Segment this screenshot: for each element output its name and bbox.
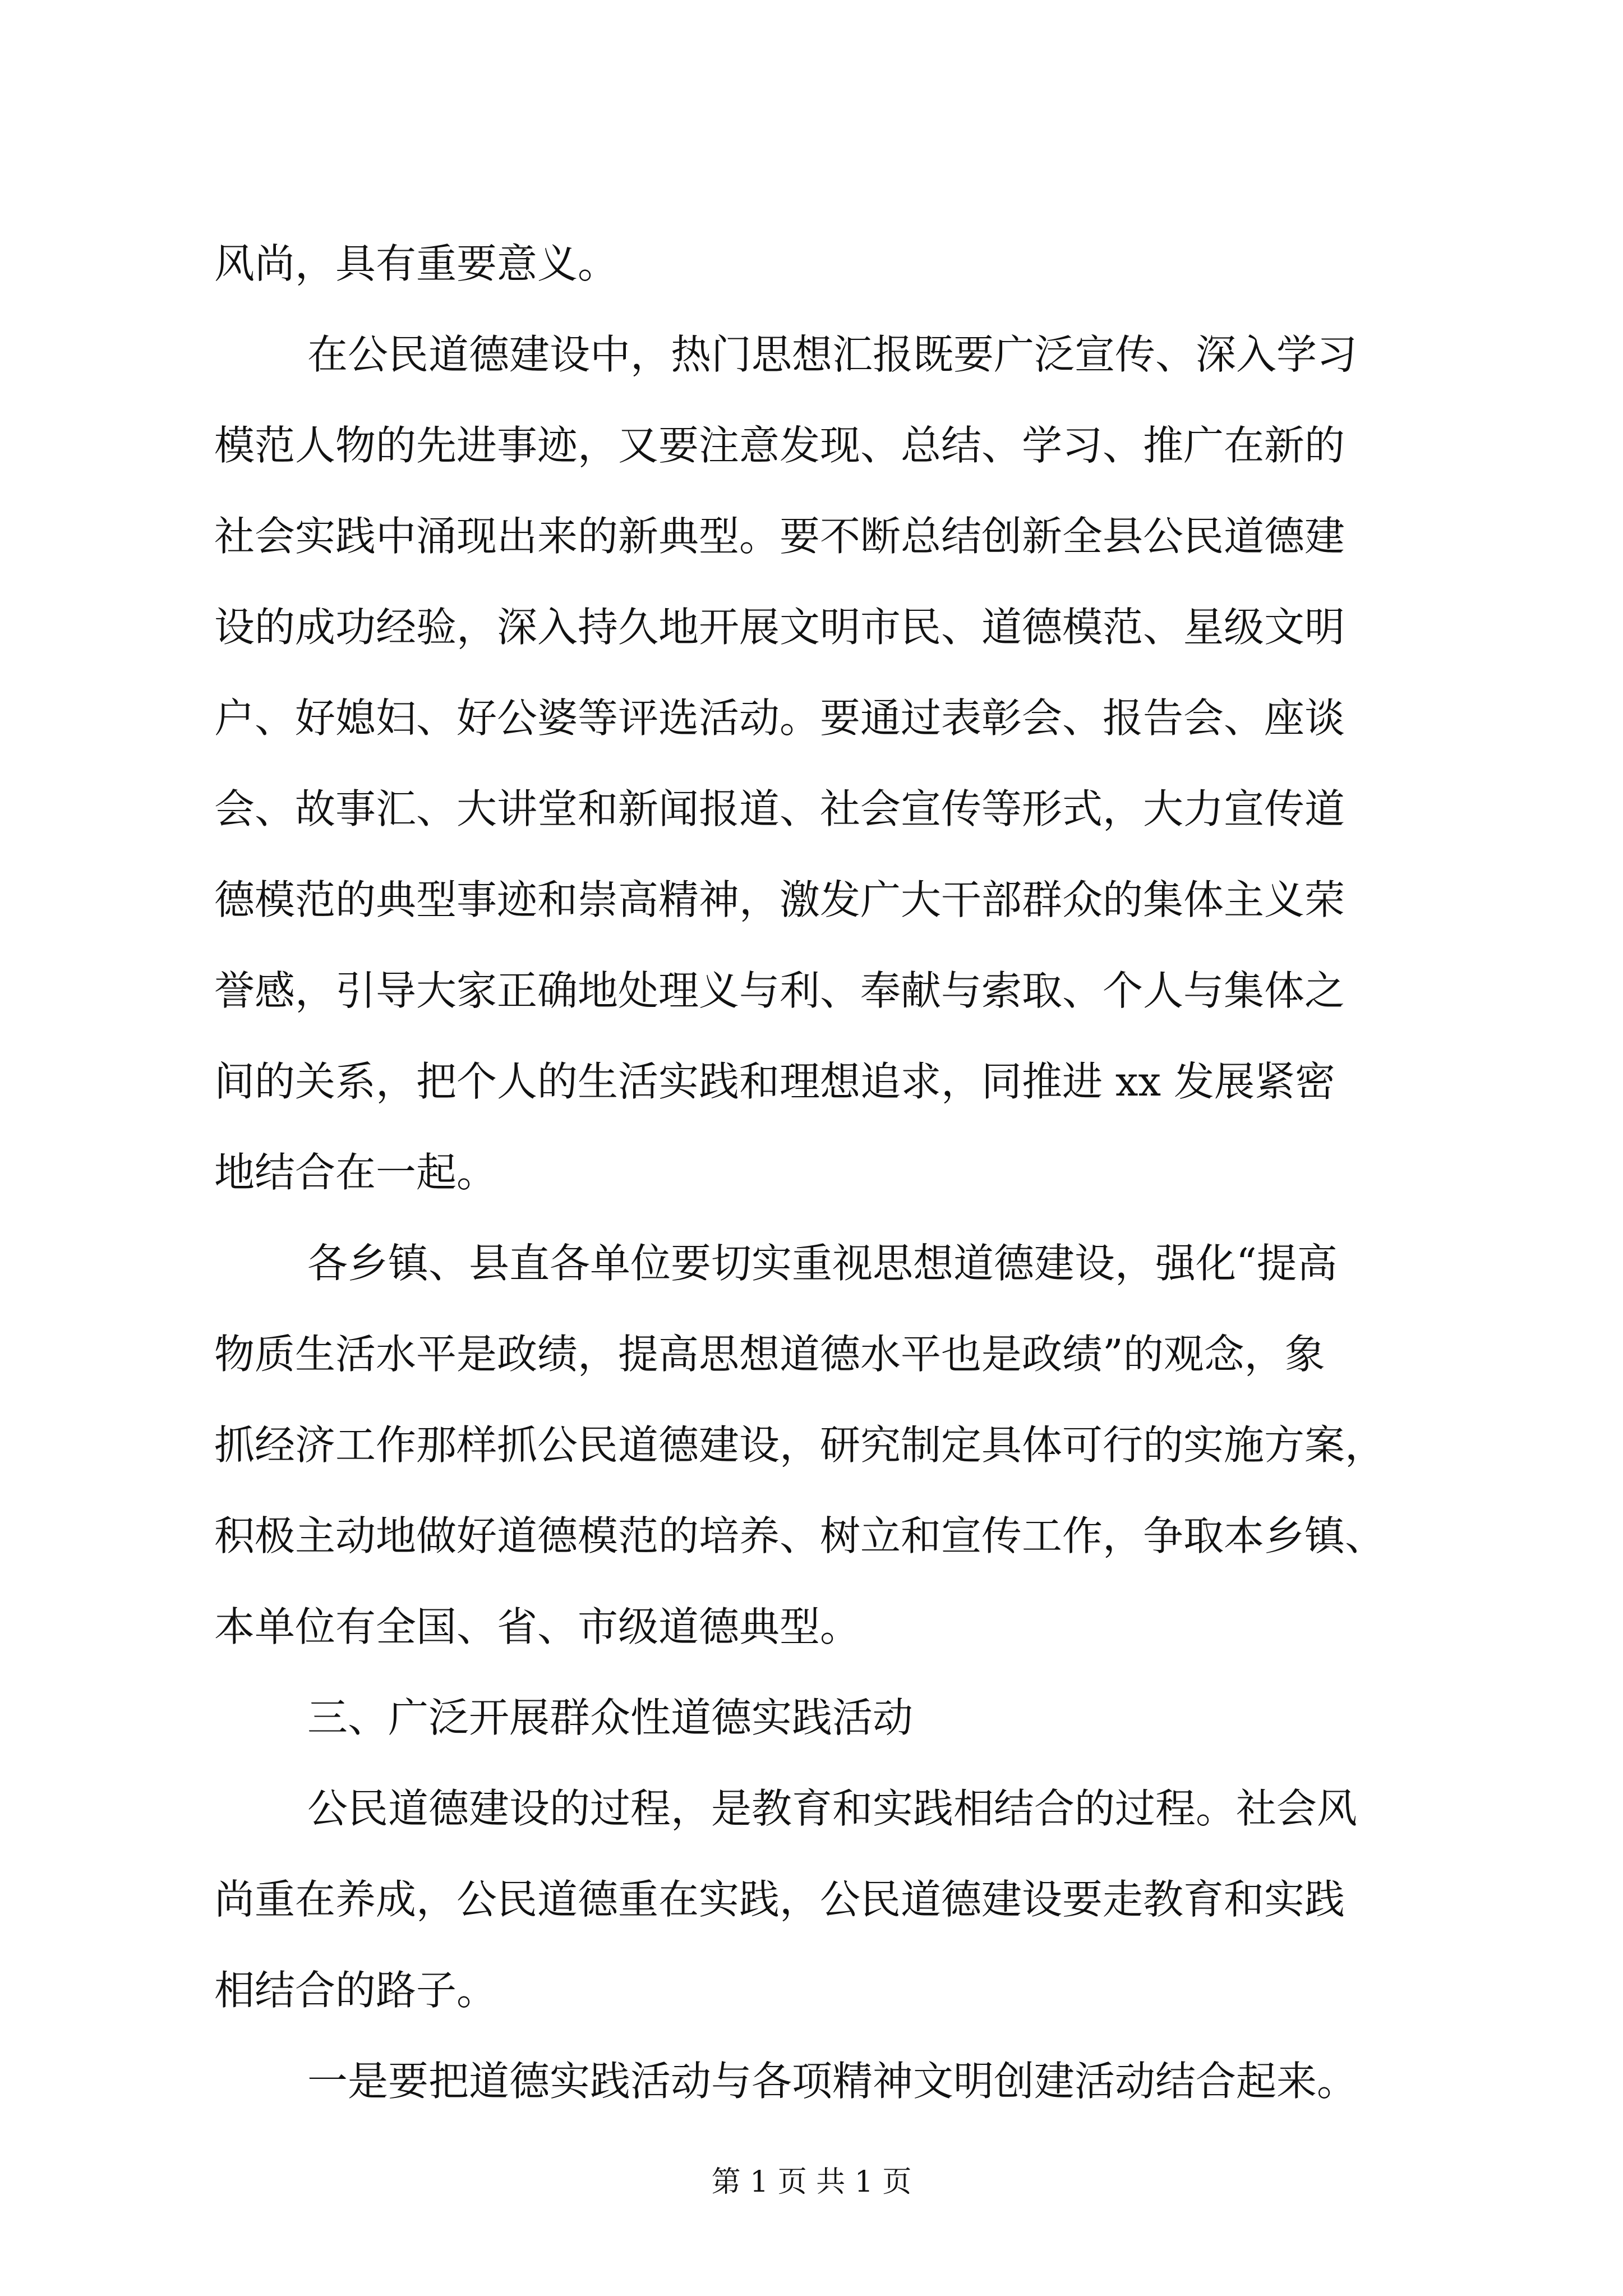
text-line: 积极主动地做好道德模范的培养、树立和宣传工作，争取本乡镇、: [214, 1512, 1386, 1559]
text-line: 间的关系，把个人的生活实践和理想追求，同推进 xx 发展紧密: [214, 1058, 1335, 1105]
text-line: 模范人物的先进事迹，又要注意发现、总结、学习、推广在新的: [214, 422, 1345, 469]
text-line: 在公民道德建设中，热门思想汇报既要广泛宣传、深入学习: [307, 331, 1358, 378]
text-line: 相结合的路子。: [214, 1967, 497, 2014]
text-line: 一是要把道德实践活动与各项精神文明创建活动结合起来。: [307, 2058, 1358, 2105]
text-line: 抓经济工作那样抓公民道德建设，研究制定具体可行的实施方案，: [214, 1421, 1386, 1469]
text-line: 风尚，具有重要意义。: [214, 240, 619, 287]
text-line: 各乡镇、县直各单位要切实重视思想道德建设，强化“提高: [307, 1240, 1338, 1287]
text-line: 地结合在一起。: [214, 1149, 497, 1196]
text-line: 德模范的典型事迹和崇高精神，激发广大干部群众的集体主义荣: [214, 876, 1345, 923]
text-line: 物质生活水平是政绩，提高思想道德水平也是政绩”的观念，象: [214, 1331, 1325, 1378]
text-line: 誉感，引导大家正确地处理义与利、奉献与索取、个人与集体之: [214, 967, 1345, 1014]
text-line: 会、故事汇、大讲堂和新闻报道、社会宣传等形式，大力宣传道: [214, 785, 1345, 832]
page-footer: 第 1 页 共 1 页: [711, 2165, 912, 2199]
text-line: 设的成功经验，深入持久地开展文明市民、道德模范、星级文明: [214, 604, 1345, 651]
text-line: 公民道德建设的过程，是教育和实践相结合的过程。社会风: [307, 1785, 1358, 1832]
text-line: 尚重在养成，公民道德重在实践，公民道德建设要走教育和实践: [214, 1876, 1345, 1923]
text-line: 本单位有全国、省、市级道德典型。: [214, 1603, 861, 1650]
text-line: 户、好媳妇、好公婆等评选活动。要通过表彰会、报告会、座谈: [214, 694, 1345, 742]
text-line: 社会实践中涌现出来的新典型。要不断总结创新全县公民道德建: [214, 513, 1345, 560]
section-heading: 三、广泛开展群众性道德实践活动: [307, 1694, 914, 1741]
